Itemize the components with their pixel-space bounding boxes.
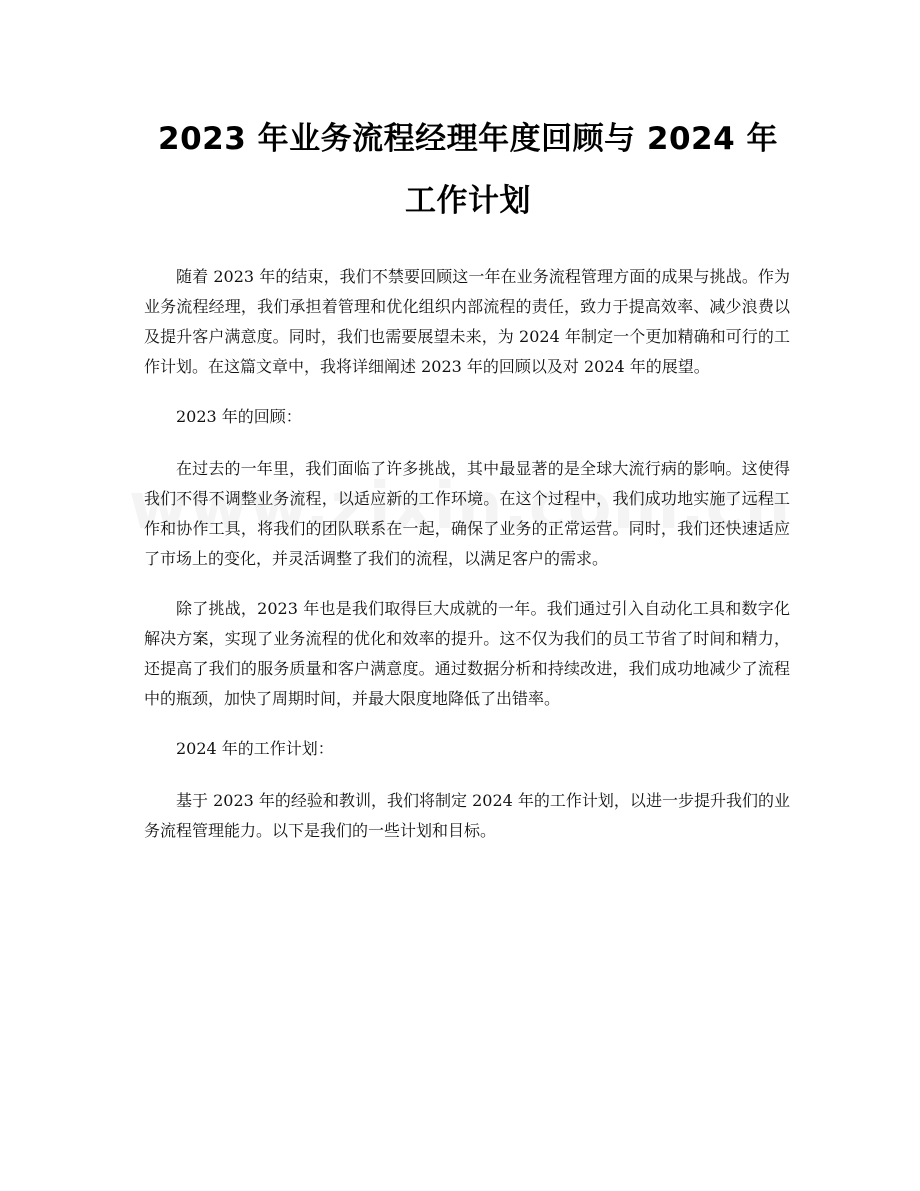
plan-paragraph: 基于 2023 年的经验和教训，我们将制定 2024 年的工作计划，以进一步提升我们的业务流程管理能力。以下是我们的一些计划和目标。 — [144, 791, 790, 840]
intro-paragraph: 随着 2023 年的结束，我们不禁要回顾这一年在业务流程管理方面的成果与挑战。作为业务流程经理，我们承担着管理和优化组织内部流程的责任，致力于提高效率、减少浪费以及提升客户满意度。同时，我们也需要展望未来，为 2024 年制定一个更加精确和可行的工作计划。在这篇文章中，我将详细阐述 2023 年的回顾以及对 2024 年的展望。 — [144, 267, 790, 376]
plan-heading: 2024 年的工作计划： — [176, 739, 334, 758]
document-body — [144, 262, 790, 846]
achievements-paragraph: 除了挑战，2023 年也是我们取得巨大成就的一年。我们通过引入自动化工具和数字化解决方案，实现了业务流程的优化和效率的提升。这不仅为我们的员工节省了时间和精力，还提高了我们的服务质量和客户满意度。通过数据分析和持续改进，我们成功地减少了流程中的瓶颈，加快了周期时间，并最大限度地降低了出错率。 — [144, 599, 790, 708]
challenges-paragraph: 在过去的一年里，我们面临了许多挑战，其中最显著的是全球大流行病的影响。这使得我们不得不调整业务流程，以适应新的工作环境。在这个过程中，我们成功地实施了远程工作和协作工具，将我们的团队联系在一起，确保了业务的正常运营。同时，我们还快速适应了市场上的变化，并灵活调整了我们的流程，以满足客户的需求。 — [144, 459, 790, 568]
review-heading: 2023 年的回顾： — [176, 407, 302, 426]
document-title: 2023 年业务流程经理年度回顾与 2024 年工作计划 — [158, 121, 778, 219]
